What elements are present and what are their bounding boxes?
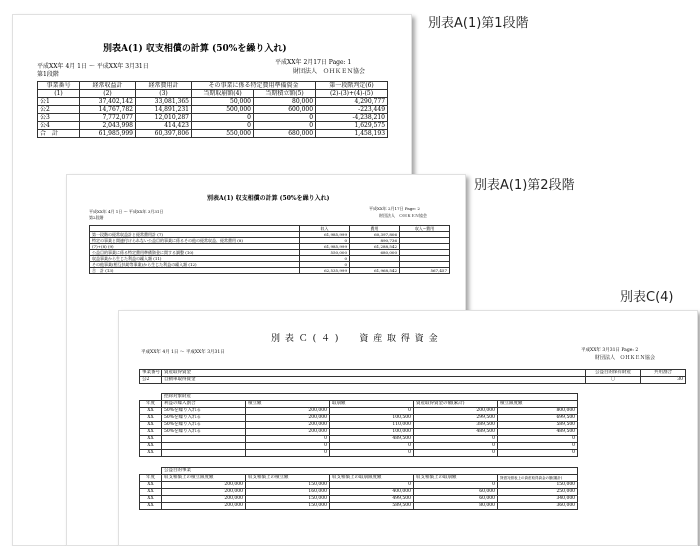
sheet-c4 <box>118 310 698 546</box>
table-cell: 60,000 <box>414 489 498 496</box>
table-cell: 489,500 <box>498 429 578 436</box>
table-cell: 0 <box>414 482 498 489</box>
table-row <box>140 377 686 384</box>
table-cell: 60,000 <box>414 496 498 503</box>
sheet-c4-title: 別 表 Ｃ ( ４ ) 資 産 取 得 資 金 <box>271 334 439 344</box>
table-header: 資産取得資金 <box>162 370 586 377</box>
sheet-c4-deduction-table <box>139 393 578 457</box>
sheet-c4-info-table <box>139 369 686 384</box>
table-cell: 0 <box>246 443 330 450</box>
table-cell: 1,458,193 <box>316 130 388 138</box>
table-row <box>140 496 578 503</box>
table-cell: -4,238,210 <box>316 114 388 122</box>
table-cell: 200,000 <box>162 503 246 510</box>
table-cell: 33,081,365 <box>136 98 192 106</box>
table-cell: 800,000 <box>498 408 578 415</box>
table-cell <box>162 443 246 450</box>
table-cell: 公3 <box>38 114 80 122</box>
table-cell: 680,000 <box>350 250 400 256</box>
table-cell: 80,000 <box>414 503 498 510</box>
table-cell: 1,629,575 <box>316 122 388 130</box>
table-cell: 合 計 (13) <box>90 268 300 274</box>
sheet-a1-stage: 第1段階 <box>37 71 59 78</box>
table-cell: 0 <box>498 450 578 457</box>
table-cell: 0 <box>246 450 330 457</box>
table-cell: XX <box>140 415 162 422</box>
table-cell: -223,449 <box>316 106 388 114</box>
table-cell: 100,500 <box>330 415 414 422</box>
sheet-a2-stage: 第2段階 <box>89 215 104 220</box>
table-cell: 60,397,806 <box>350 232 400 238</box>
table-cell: 200,000 <box>246 429 330 436</box>
caption-c4: 別表C(4) <box>620 290 674 305</box>
table-cell: 489,500 <box>414 429 498 436</box>
table-total-row <box>90 268 450 274</box>
table-cell: 62,535,999 <box>300 268 350 274</box>
table-caption: 控除対象財産 <box>162 394 578 401</box>
table-header: 共用割合 <box>641 370 686 377</box>
table-row <box>38 122 388 130</box>
table-header: 収支相償上の積立限度額 <box>162 475 246 482</box>
table-header: 取崩額 <box>330 401 414 408</box>
table-cell: 0 <box>192 122 254 130</box>
table-cell: 0 <box>254 114 316 122</box>
sheet-a2-table <box>89 225 450 274</box>
table-cell: 160,000 <box>246 489 330 496</box>
table-row <box>140 482 578 489</box>
table-caption: 公益目的事業 <box>162 468 578 475</box>
sheet-a2-date-page: 平成XX年 2月17日 Page: 2 <box>369 206 420 211</box>
table-cell: 680,000 <box>254 130 316 138</box>
caption-a1: 別表A(1)第1段階 <box>428 16 529 31</box>
table-cell: 収益事業から生じた利益の繰入額 (11) <box>90 256 300 262</box>
sheet-a1-org: 財団法人 ＯＨＫＥＮ協会 <box>293 68 366 75</box>
sheet-a1-title: 別表A(1) 収支相償の計算 (50%を繰り入れ) <box>103 44 287 54</box>
table-cell: 〇 <box>586 377 641 384</box>
table-header: 収支相償上の積立額 <box>246 475 330 482</box>
table-cell: 550,000 <box>192 130 254 138</box>
table-cell: 389,500 <box>414 422 498 429</box>
table-cell: 0 <box>498 443 578 450</box>
table-row <box>38 98 388 106</box>
table-cell: 公益目的事業に係る特定費用準備資金に関する調整 (10) <box>90 250 300 256</box>
table-cell: 0 <box>192 114 254 122</box>
table-cell: 12,010,287 <box>136 114 192 122</box>
table-header: 経常費用計 <box>136 82 192 90</box>
table-cell: 150,000 <box>498 482 578 489</box>
table-cell: XX <box>140 422 162 429</box>
table-cell: 第一段階の経常収益計と経常費用計 (7) <box>90 232 300 238</box>
table-row <box>140 489 578 496</box>
table-cell <box>162 436 246 443</box>
table-cell: 61,288,542 <box>350 244 400 250</box>
table-cell: 0 <box>330 443 414 450</box>
table-header: 収入−費用 <box>400 226 450 232</box>
table-row <box>38 106 388 114</box>
table-cell: 0 <box>300 238 350 244</box>
table-header: 年度 <box>140 401 162 408</box>
sheet-a2-period: 平成XX年 4月 1日 〜 平成XX年 3月31日 <box>89 209 164 214</box>
table-cell: 0 <box>414 443 498 450</box>
table-cell: 61,985,999 <box>300 244 350 250</box>
table-cell: 61,985,999 <box>80 130 136 138</box>
table-cell: 499,500 <box>330 496 414 503</box>
table-cell: 200,000 <box>414 408 498 415</box>
table-cell: 400,000 <box>330 489 414 496</box>
table-cell: 自動車取得資金 <box>162 377 586 384</box>
table-cell: 37,402,142 <box>80 98 136 106</box>
table-cell: 0 <box>300 262 350 268</box>
table-header: (2)-(3)+(4)-(5) <box>316 90 388 98</box>
table-row <box>140 408 578 415</box>
table-cell: 公2 <box>140 377 162 384</box>
table-cell: 489,500 <box>330 436 414 443</box>
table-cell: 7,772,077 <box>80 114 136 122</box>
table-header: 積立限度額 <box>498 401 578 408</box>
sheet-c4-period: 平成XX年 4月 1日 〜 平成XX年 3月31日 <box>141 350 225 355</box>
table-cell: 150,000 <box>246 503 330 510</box>
table-header: 当期積立額(5) <box>254 90 316 98</box>
table-cell: 50%を繰り入れる <box>162 415 246 422</box>
table-cell: 合 計 <box>38 130 80 138</box>
table-cell: 699,500 <box>498 415 578 422</box>
table-cell: XX <box>140 496 162 503</box>
table-cell: 360,000 <box>498 503 578 510</box>
table-cell: 公4 <box>38 122 80 130</box>
table-cell: 61,968,542 <box>350 268 400 274</box>
table-cell: その他事業(相互扶助等事業)から生じた利益の繰入額 (12) <box>90 262 300 268</box>
table-cell: 0 <box>254 122 316 130</box>
table-header: 資産取得資金の額(累計) <box>414 401 498 408</box>
table-cell: 50,000 <box>192 98 254 106</box>
table-cell: 150,000 <box>246 496 330 503</box>
caption-a2: 別表A(1)第2段階 <box>474 178 575 193</box>
table-cell: 550,000 <box>300 250 350 256</box>
table-cell: 14,767,782 <box>80 106 136 114</box>
table-cell: 589,500 <box>498 422 578 429</box>
table-header: 費用 <box>350 226 400 232</box>
table-cell: 110,000 <box>330 422 414 429</box>
table-cell: 61,985,999 <box>300 232 350 238</box>
table-header: 収支相償上の取崩額 <box>414 475 498 482</box>
table-cell: XX <box>140 443 162 450</box>
table-cell: 100,000 <box>330 429 414 436</box>
table-header: その事業に係る特定費用準備資金 <box>192 82 316 90</box>
table-cell: XX <box>140 489 162 496</box>
table-header: 収支相償上の取崩限度額 <box>330 475 414 482</box>
table-cell <box>162 450 246 457</box>
table-cell: 600,000 <box>254 106 316 114</box>
table-cell: 80,000 <box>254 98 316 106</box>
table-cell: 公2 <box>38 106 80 114</box>
table-cell: 299,500 <box>414 415 498 422</box>
table-cell: 公1 <box>38 98 80 106</box>
sheet-a2-org: 財団法人 ＯＨＫＥＮ協会 <box>379 213 427 218</box>
table-row <box>140 436 578 443</box>
table-cell: 890,736 <box>350 238 400 244</box>
sheet-a1-period: 平成XX年 4月 1日 〜 平成XX年 3月31日 <box>37 63 149 70</box>
table-cell: 0 <box>246 436 330 443</box>
table-header: (3) <box>136 90 192 98</box>
table-cell: 0 <box>330 450 414 457</box>
table-cell: 4,290,777 <box>316 98 388 106</box>
table-cell: 特定の事業と関連付けられない公益目的事業に係るその他の経常収益、経常費用 (8) <box>90 238 300 244</box>
table-cell: XX <box>140 436 162 443</box>
table-cell: 589,500 <box>330 503 414 510</box>
table-header: (1) <box>38 90 80 98</box>
table-cell: 150,000 <box>246 482 330 489</box>
table-cell: 414,423 <box>136 122 192 130</box>
table-row <box>140 443 578 450</box>
table-row <box>140 503 578 510</box>
table-cell: 567,457 <box>400 268 450 274</box>
table-header: 事業番号 <box>140 370 162 377</box>
table-cell: 500,000 <box>192 106 254 114</box>
table-header: 収入 <box>300 226 350 232</box>
table-header: 当期取崩額(4) <box>192 90 254 98</box>
table-header: 事業番号 <box>38 82 80 90</box>
table-cell: XX <box>140 450 162 457</box>
table-cell: XX <box>140 429 162 436</box>
table-cell: (7)+(8) (9) <box>90 244 300 250</box>
table-cell: 60,397,806 <box>136 130 192 138</box>
table-cell: 50%を繰り入れる <box>162 429 246 436</box>
table-cell: 0 <box>498 436 578 443</box>
table-row <box>140 415 578 422</box>
table-cell: 200,000 <box>162 482 246 489</box>
table-cell: 50%を繰り入れる <box>162 422 246 429</box>
table-cell: 0 <box>330 408 414 415</box>
table-header: 年度 <box>140 475 162 482</box>
table-cell: 200,000 <box>246 408 330 415</box>
table-header: 第一段階判定(6) <box>316 82 388 90</box>
table-cell: XX <box>140 482 162 489</box>
table-cell: 2,043,998 <box>80 122 136 130</box>
table-row <box>140 450 578 457</box>
table-cell: 0 <box>414 436 498 443</box>
table-cell: 0 <box>300 256 350 262</box>
table-cell: 250,000 <box>498 489 578 496</box>
table-cell: 200,000 <box>246 415 330 422</box>
sheet-a2-title: 別表A(1) 収支相償の計算 (50%を繰り入れ) <box>207 195 330 202</box>
table-header: 利益の繰入割合 <box>162 401 246 408</box>
table-row <box>140 429 578 436</box>
sheet-c4-date-page: 平成XX年 3月31日 Page: 2 <box>581 348 639 353</box>
table-header: 経常収益計 <box>80 82 136 90</box>
sheet-c4-org: 財団法人 ＯＨＫＥＮ協会 <box>595 355 656 361</box>
sheet-c4-public-table <box>139 467 578 510</box>
table-cell: 30 <box>641 377 686 384</box>
sheet-a1-date-page: 平成XX年 2月17日 Page: 1 <box>275 59 352 66</box>
table-header: 貸借対照表上の資産取得資金の額(累計) <box>498 475 578 482</box>
table-cell: 14,891,231 <box>136 106 192 114</box>
table-cell: XX <box>140 503 162 510</box>
table-cell: 50%を繰り入れる <box>162 408 246 415</box>
sheet-a1-table <box>37 81 388 138</box>
table-header: 公益目的保有財産 <box>586 370 641 377</box>
table-cell: 0 <box>330 482 414 489</box>
table-header: (2) <box>80 90 136 98</box>
table-header: 積立額 <box>246 401 330 408</box>
table-cell: 200,000 <box>162 489 246 496</box>
table-total-row <box>38 130 388 138</box>
table-row <box>38 114 388 122</box>
table-cell: XX <box>140 408 162 415</box>
table-cell: 340,000 <box>498 496 578 503</box>
table-cell: 200,000 <box>162 496 246 503</box>
table-cell: 200,000 <box>246 422 330 429</box>
table-row <box>140 422 578 429</box>
table-cell: 0 <box>414 450 498 457</box>
